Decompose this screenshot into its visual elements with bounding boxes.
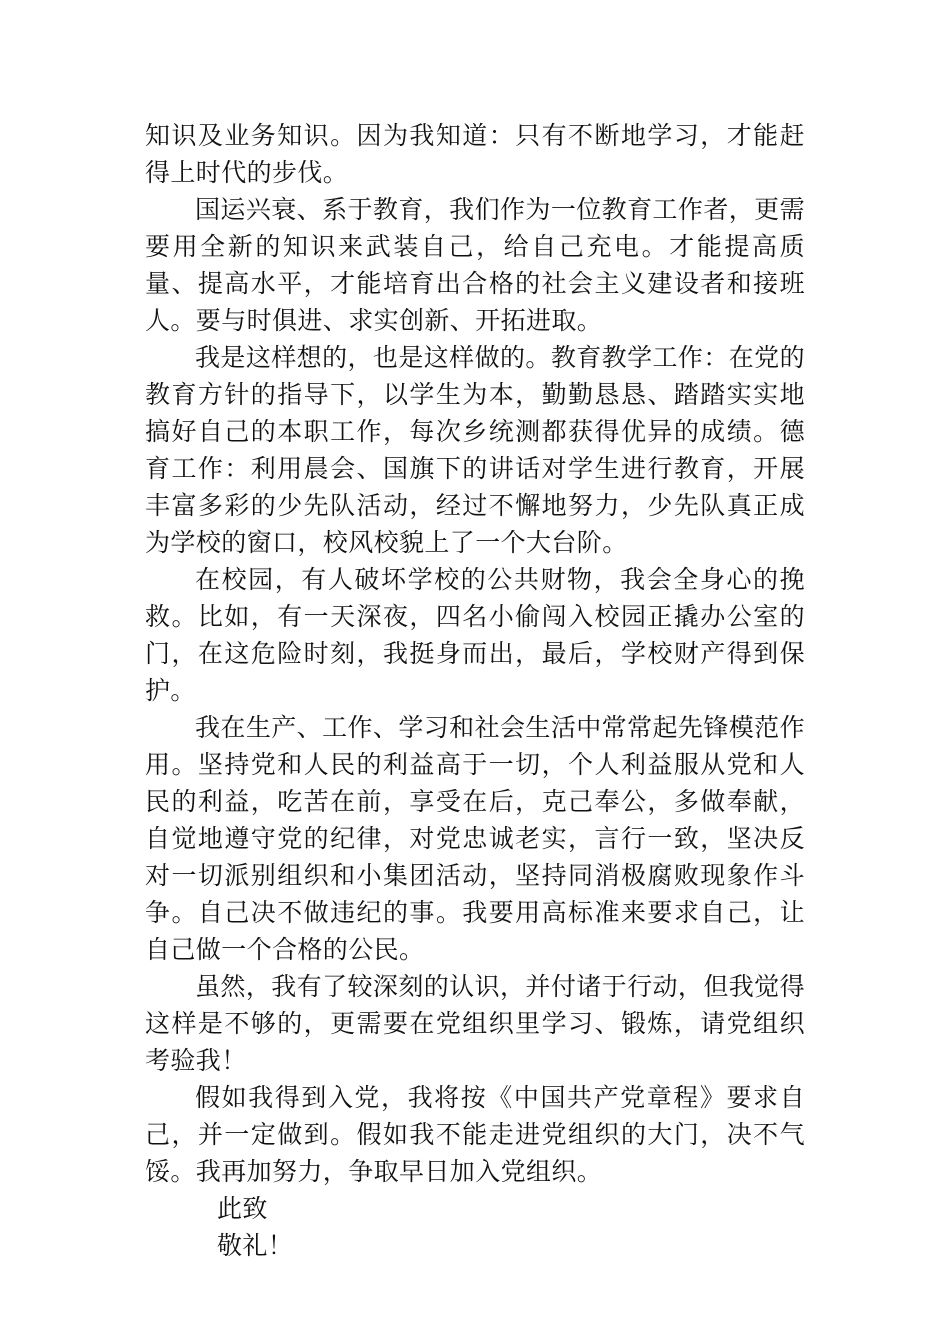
paragraph-commitment: 假如我得到入党，我将按《中国共产党章程》要求自己，并一定做到。假如我不能走进党组织的大门，决不气馁。我再加努力，争取早日加入党组织。 [145,1083,805,1186]
paragraph-reflection: 虽然，我有了较深刻的认识，并付诸于行动，但我觉得这样是不够的，更需要在党组织里学习、锻炼，请党组织考验我！ [145,972,805,1075]
paragraph-education: 国运兴衰、系于教育，我们作为一位教育工作者，更需要用全新的知识来武装自己，给自己充电。才能提高质量、提高水平，才能培育出合格的社会主义建设者和接班人。要与时俱进、求实创新、开拓进取。 [145,195,805,335]
letter-body [145,117,805,1264]
paragraph-vanguard: 我在生产、工作、学习和社会生活中常常起先锋模范作用。坚持党和人民的利益高于一切，个人利益服从党和人民的利益，吃苦在前，享受在后，克己奉公，多做奉献，自觉地遵守党的纪律，对党忠诚老实，言行一致，坚决反对一切派别组织和小集团活动，坚持同消极腐败现象作斗争。自己决不做违纪的事。我要用高标准来要求自己，让自己做一个合格的公民。 [145,713,805,964]
closing-salutation: 此致 [217,1194,268,1223]
closing-regards: 敬礼！ [217,1231,294,1260]
paragraph-work: 我是这样想的，也是这样做的。教育教学工作：在党的教育方针的指导下，以学生为本，勤勤恳恳、踏踏实实地搞好自己的本职工作，每次乡统测都获得优异的成绩。德育工作：利用晨会、国旗下的讲话对学生进行教育，开展丰富多彩的少先队活动，经过不懈地努力，少先队真正成为学校的窗口，校风校貌上了一个大台阶。 [145,343,805,557]
paragraph-continuation: 知识及业务知识。因为我知道：只有不断地学习，才能赶得上时代的步伐。 [145,121,805,187]
paragraph-campus: 在校园，有人破坏学校的公共财物，我会全身心的挽救。比如，有一天深夜，四名小偷闯入校园正撬办公室的门，在这危险时刻，我挺身而出，最后，学校财产得到保护。 [145,565,805,705]
